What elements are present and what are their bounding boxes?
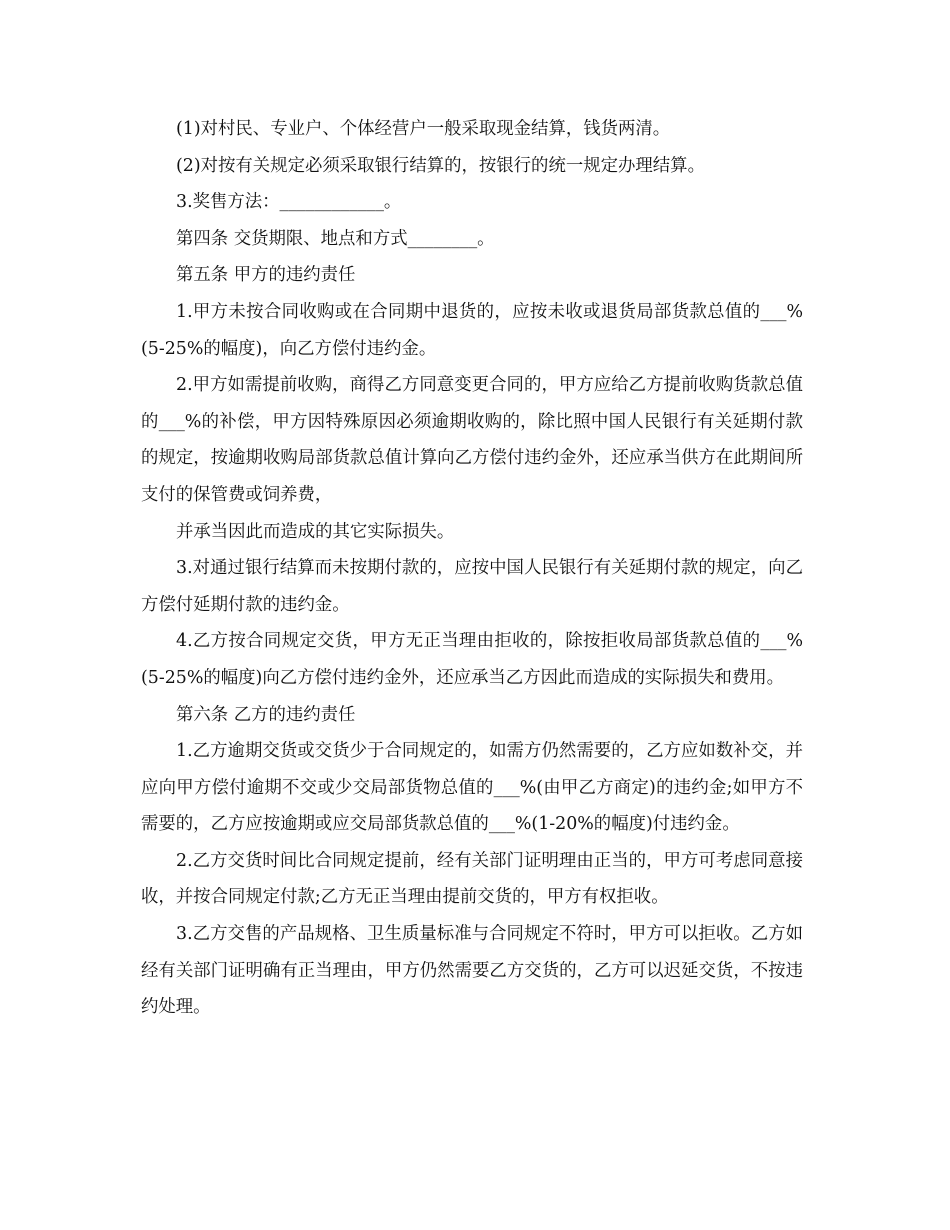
article-6-clause-2: 2.乙方交货时间比合同规定提前，经有关部门证明理由正当的，甲方可考虑同意接收，并按合同规定付款;乙方无正当理由提前交货的，甲方有权拒收。 [141,850,803,908]
paragraph-reward-method: 3.奖售方法：____________。 [176,192,402,213]
article-5-clause-4: 4.乙方按合同规定交货，甲方无正当理由拒收的，除按拒收局部货款总值的___%(5-25%的幅度)向乙方偿付违约金外，还应承当乙方因此而造成的实际损失和费用。 [141,631,803,688]
article-6-clause-1: 1.乙方逾期交货或交货少于合同规定的，如需方仍然需要的，乙方应如数补交，并应向甲方偿付逾期不交或少交局部货物总值的___%(由甲乙方商定)的违约金;如甲方不需要的，乙方应按逾期或应交局部货款总值的___%(1-20%的幅度)付违约金。 [141,741,803,835]
paragraph-settlement-cash: (1)对村民、专业户、个体经营户一般采取现金结算，钱货两清。 [176,119,671,139]
article-5-heading: 第五条 甲方的违约责任 [176,265,356,286]
article-5-clause-1: 1.甲方未按合同收购或在合同期中退货的，应按未收或退货局部货款总值的___%(5-25%的幅度)，向乙方偿付违约金。 [141,301,803,359]
article-5-clause-2: 2.甲方如需提前收购，商得乙方同意变更合同的，甲方应给乙方提前收购货款总值的___%的补偿，甲方因特殊原因必须逾期收购的，除比照中国人民银行有关延期付款的规定，按逾期收购局部货款总值计算向乙方偿付违约金外，还应承当供方在此期间所支付的保管费或饲养费， [141,375,803,505]
paragraph-settlement-bank: (2)对按有关规定必须采取银行结算的，按银行的统一规定办理结算。 [176,155,705,176]
document-page [141,111,803,1026]
article-5-clause-2-continued: 并承当因此而造成的其它实际损失。 [176,521,455,542]
article-5-clause-3: 3.对通过银行结算而未按期付款的，应按中国人民银行有关延期付款的规定，向乙方偿付延期付款的违约金。 [141,558,803,615]
article-6-clause-3: 3.乙方交售的产品规格、卫生质量标准与合同规定不符时，甲方可以拒收。乙方如经有关部门证明确有正当理由，甲方仍然需要乙方交货的，乙方可以迟延交货，不按违约处理。 [141,924,803,1018]
article-6-heading: 第六条 乙方的违约责任 [176,704,356,725]
article-4-heading: 第四条 交货期限、地点和方式________。 [176,228,495,249]
